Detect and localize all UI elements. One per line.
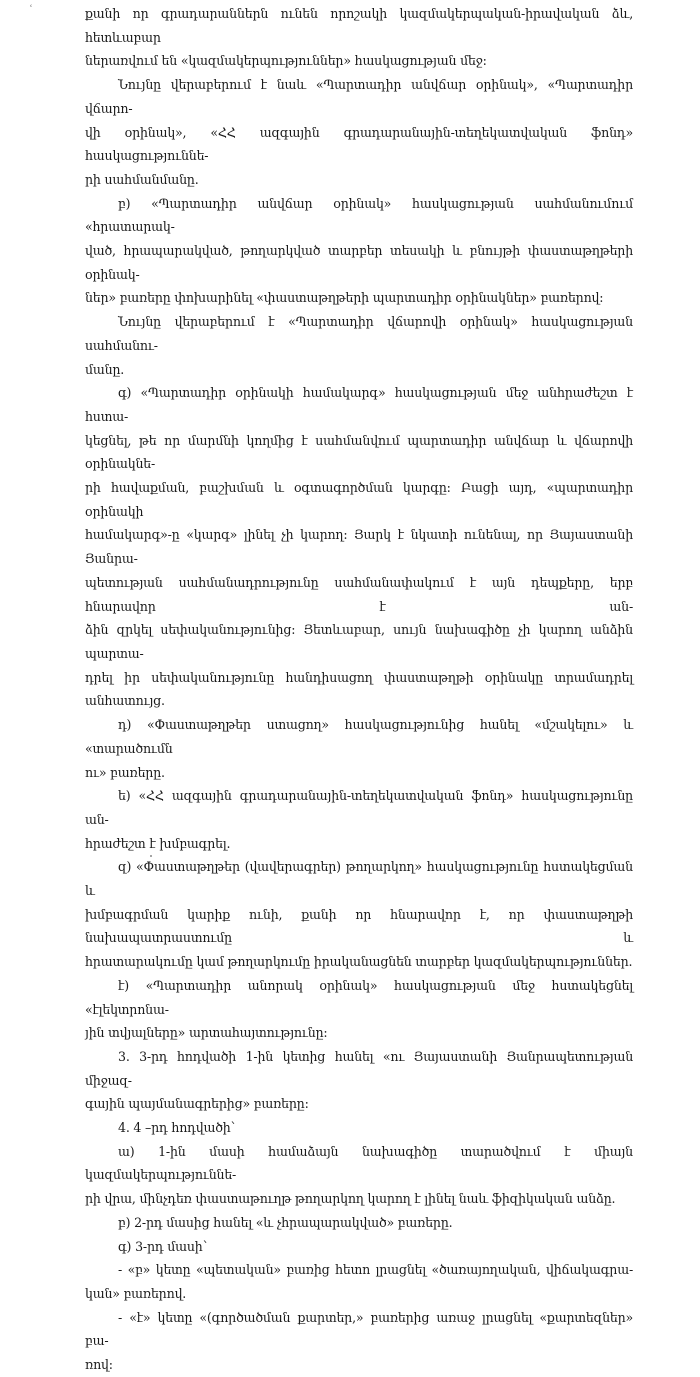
text-line: դրել իր սեփականությունը հանդիսացող փաստաթղթի օրինակը տրամադրել անհատույց. xyxy=(85,669,633,709)
margin-mark: ՙ xyxy=(30,4,33,13)
text-line: ու» բառերը. xyxy=(85,764,165,780)
text-line: հրատարակումը կամ թողարկումը իրականացնեն տարբեր կազմակերպություններ. xyxy=(85,954,633,970)
text-line: դ) «Փաստաթղթեր ստացող» հասկացությունից հանել «մշակելու» և «տարածումն xyxy=(85,717,633,756)
text-line: ռով: xyxy=(85,1357,113,1373)
text-line: կան» բառերով. xyxy=(85,1285,187,1301)
text-line: րի սահմանմանը. xyxy=(85,171,199,187)
text-line: 3. 3-րդ հոդվածի 1-ին կետից հանել «ու Յայաստանի Յանրապետության միջազ- xyxy=(85,1048,633,1088)
text-line: մանը. xyxy=(85,361,125,377)
text-line: պետության սահմանադրությունը սահմանափակում է այն դեպքերը, երբ հնարավոր է ան- xyxy=(85,574,633,614)
text-line: վի օրինակ», «ՀՀ ազգային գրադարանային-տեղեկատվական ֆոնդ» հասկացություննե- xyxy=(85,124,633,164)
text-line: կեցնել, թե որ մարմնի կողմից է սահմանվում պարտադիր անվճար և վճարովի օրինակնե- xyxy=(85,432,633,472)
text-line: րի հավաքման, բաշխման և օգտագործման կարգը: Բացի այդ, «պարտադիր օրինակի xyxy=(85,480,633,519)
text-line: Նույնը վերաբերում է «Պարտադիր վճարովի օրինակ» հասկացության սահմանու- xyxy=(85,314,633,353)
text-line: 4. 4 –րդ հոդվածի` xyxy=(118,1120,237,1136)
text-line: յին տվյալները» արտահայտությունը: xyxy=(85,1025,328,1041)
text-line: - «է» կետը «(գործածման քարտեր,» բառերից առաջ լրացնել «քարտեզներ» բա- xyxy=(85,1309,633,1349)
text-line: քանի որ գրադարաններն ունեն որոշակի կազմակերպական-իրավական ձև, հետևաբար xyxy=(85,6,633,45)
text-line: ձին զրկել սեփականությունից: Յետևաբար, սույն նախագիծը չի կարող անձին պարտա- xyxy=(85,622,633,661)
text-line: խմբագրման կարիք ունի, քանի որ հնարավոր է, որ փաստաթղթի նախապատրաստումը և xyxy=(85,906,633,946)
text-line: է) «Պարտադիր անորակ օրինակ» հասկացության մեջ հստակեցնել «էլեկտրոնա- xyxy=(85,977,633,1017)
text-line: զ) «Փաստաթղթեր (վավերագրեր) թողարկող» հասկացությունը հստակեցման և xyxy=(85,859,633,899)
text-line: բ) «Պարտադիր անվճար օրինակ» հասկացության սահմանումում «հրատարակ- xyxy=(85,195,633,235)
text-line: հրաժեշտ է խմբագրել. xyxy=(85,835,231,851)
text-line: ա) 1-ին մասի համաձայն նախագիծը տարածվում է միայն կազմակերպություննե- xyxy=(85,1143,633,1183)
text-line: րի վրա, մինչդեռ փաստաթուղթ թողարկող կարող է լինել նաև ֆիզիկական անձը. xyxy=(85,1191,616,1207)
text-line: բ) 2-րդ մասից հանել «և չհրապարակված» բառերը. xyxy=(118,1214,453,1230)
text-line: - «բ» կետը «պետական» բառից հետո լրացնել «ծառայողական, վիճակագրա- xyxy=(118,1262,633,1278)
text-line: ներ» բառերը փոխարինել «փաստաթղթերի պարտադիր օրինակներ» բառերով: xyxy=(85,290,604,306)
text-line: գ) «Պարտադիր օրինակի համակարգ» հասկացության մեջ անհրաժեշտ է հստա- xyxy=(85,385,633,424)
text-line: ված, հրապարակված, թողարկված տարբեր տեսակի և բնույթի փաստաթղթերի օրինակ- xyxy=(85,243,633,282)
text-line: գային պայմանագրերից» բառերը: xyxy=(85,1096,309,1112)
document-body xyxy=(85,2,633,1377)
text-line: ներառվում են «կազմակերպություններ» հասկացության մեջ: xyxy=(85,53,487,69)
text-line: ե) «ՀՀ ազգային գրադարանային-տեղեկատվական ֆոնդ» հասկացությունը ան- xyxy=(85,788,633,827)
text-line: գ) 3-րդ մասի` xyxy=(118,1238,209,1254)
text-line: Նույնը վերաբերում է նաև «Պարտադիր անվճար օրինակ», «Պարտադիր վճարո- xyxy=(85,77,633,116)
text-line: համակարգ»-ը «կարգ» լինել չի կարող: Յարկ է նկատի ունենալ, որ Յայաստանի Յանրա- xyxy=(85,527,633,567)
